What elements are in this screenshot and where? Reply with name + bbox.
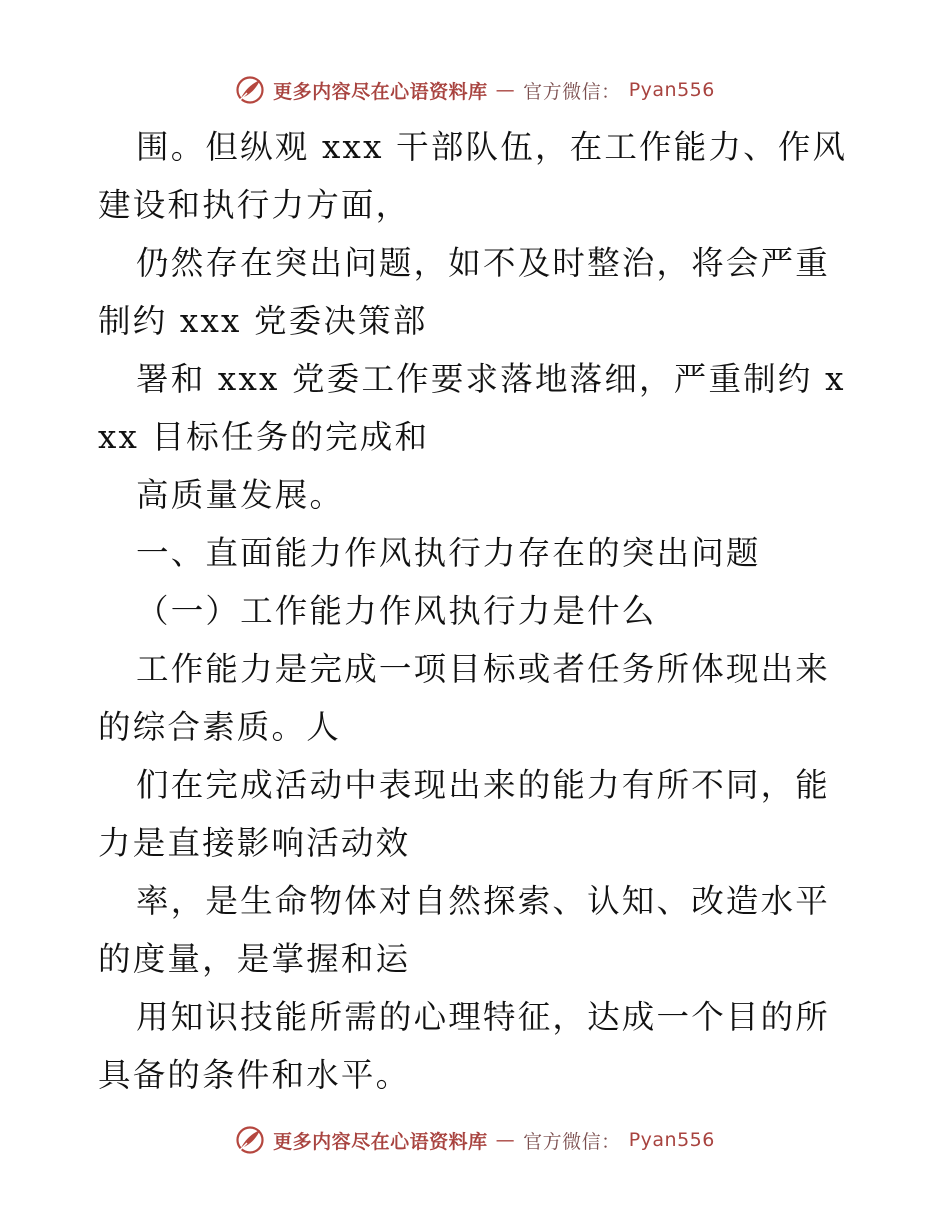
paragraph: 仍然存在突出问题，如不及时整治，将会严重制约 xxx 党委决策部 <box>98 244 831 340</box>
paragraph: 用知识技能所需的心理特征，达成一个目的所具备的条件和水平。 <box>98 998 831 1094</box>
paragraph: 们在完成活动中表现出来的能力有所不同，能力是直接影响活动效 <box>98 766 831 862</box>
section-heading: 一、直面能力作风执行力存在的突出问题 <box>136 534 761 572</box>
paragraph: 率，是生命物体对自然探索、认知、改造水平的度量，是掌握和运 <box>98 882 831 978</box>
paragraph: 围。但纵观 xxx 干部队伍，在工作能力、作风建设和执行力方面， <box>98 128 848 224</box>
paragraph: 高质量发展。 <box>136 476 345 514</box>
header-watermark <box>0 70 950 110</box>
paragraph: 署和 xxx 党委工作要求落地落细，严重制约 xxx 目标任务的完成和 <box>98 360 846 456</box>
watermark-main-text: 更多内容尽在心语资料库 <box>273 80 488 103</box>
watermark-wechat-label: 官方微信： <box>523 80 621 103</box>
subsection-heading: （一）工作能力作风执行力是什么 <box>136 592 657 630</box>
watermark-separator: — <box>495 79 516 101</box>
quill-pen-logo-icon <box>235 1125 265 1155</box>
footer-watermark <box>0 1120 950 1160</box>
watermark-wechat-label: 官方微信： <box>523 1130 621 1153</box>
quill-pen-logo-icon <box>235 75 265 105</box>
watermark-wechat-id: Pyan556 <box>628 1129 715 1151</box>
watermark-separator: — <box>495 1129 516 1151</box>
watermark-main-text: 更多内容尽在心语资料库 <box>273 1130 488 1153</box>
paragraph: 工作能力是完成一项目标或者任务所体现出来的综合素质。人 <box>98 650 831 746</box>
document-body <box>98 118 858 1104</box>
watermark-wechat-id: Pyan556 <box>628 79 715 101</box>
